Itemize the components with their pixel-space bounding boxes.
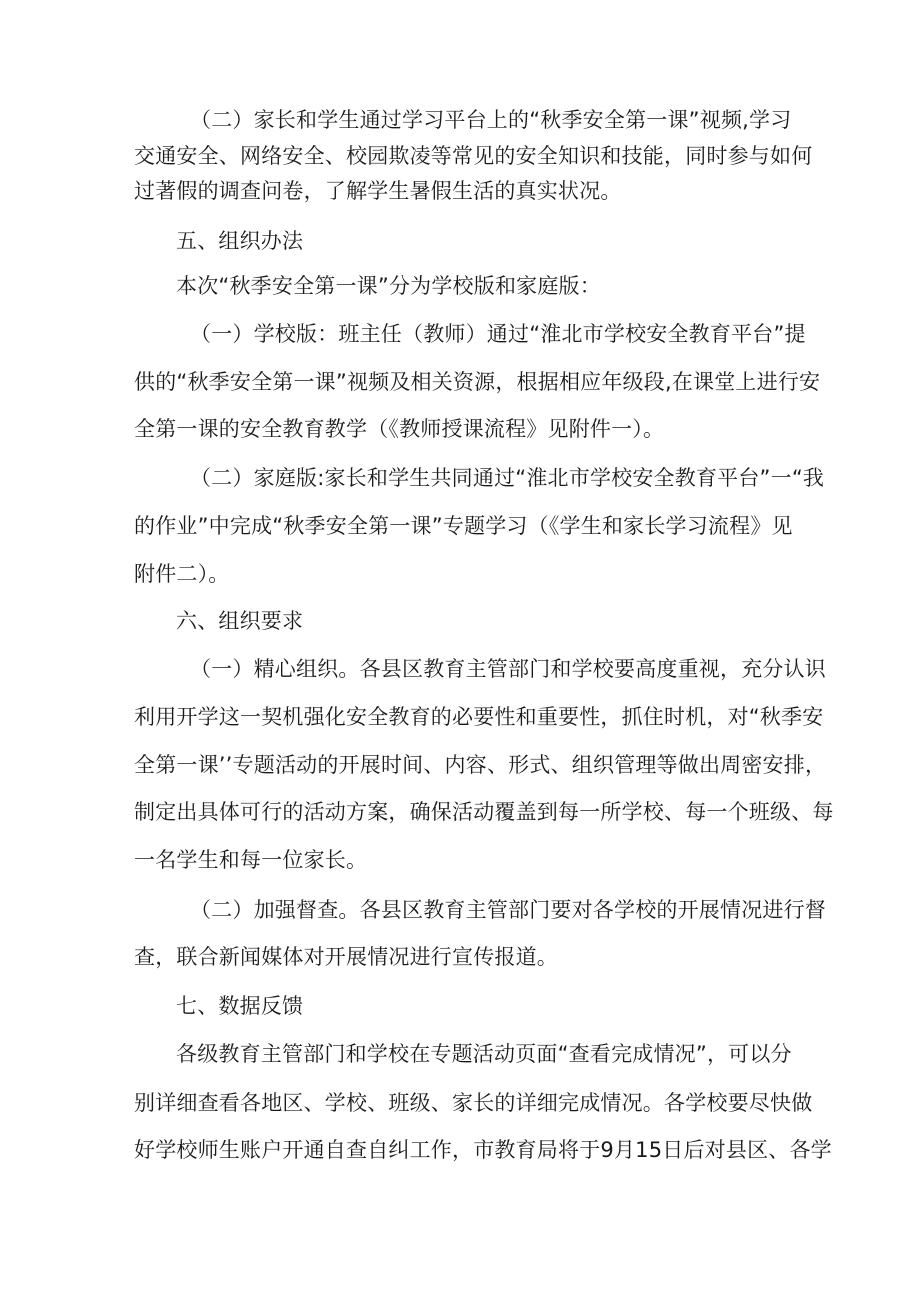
paragraph-line: 的作业”中完成“秋季安全第一课”专题学习（《学生和家长学习流程》见 [134, 514, 793, 538]
paragraph-line: 一名学生和每一位家长。 [134, 848, 368, 872]
paragraph-line: 本次“秋季安全第一课”分为学校版和家庭版： [176, 274, 601, 298]
paragraph-line: 制定出具体可行的活动方案，确保活动覆盖到每一所学校、每一个班级、每 [134, 800, 834, 824]
section-heading: 七、数据反馈 [176, 994, 304, 1018]
paragraph-line: （一）精心组织。各县区教育主管部门和学校要高度重视，充分认识 [190, 657, 826, 681]
paragraph-line: 供的“秋季安全第一课”视频及相关资源，根据相应年级段,在课堂上进行安 [134, 370, 821, 394]
paragraph-line: 过著假的调查问卷，了解学生暑假生活的真实状况。 [134, 179, 622, 203]
paragraph-line: （一）学校版：班主任（教师）通过“淮北市学校安全教育平台”提 [190, 322, 806, 346]
paragraph-line: （二）加强督查。各县区教育主管部门要对各学校的开展情况进行督 [190, 898, 826, 922]
paragraph-line: （二）家长和学生通过学习平台上的“秋季安全第一课”视频,学习 [190, 108, 792, 132]
paragraph-line: 各级教育主管部门和学校在专题活动页面“查看完成情况”，可以分 [176, 1042, 792, 1066]
section-heading: 六、组织要求 [176, 609, 304, 633]
paragraph-line: 全第一课的安全教育教学（《教师授课流程》见附件一）。 [134, 417, 665, 441]
paragraph-line: 交通安全、网络安全、校园欺凌等常见的安全知识和技能，同时参与如何 [134, 144, 813, 168]
section-heading: 五、组织办法 [176, 229, 304, 253]
paragraph-line: 好学校师生账户开通自查自纠工作，市教育局将于9月15日后对县区、各学 [134, 1138, 832, 1162]
paragraph-line: （二）家庭版:家长和学生共同通过“淮北市学校安全教育平台”一“我 [190, 466, 825, 490]
paragraph-line: 全第一课’’专题活动的开展时间、内容、形式、组织管理等做出周密安排， [134, 753, 827, 777]
paragraph-line: 利用开学这一契机强化安全教育的必要性和重要性，抓住时机，对“秋季安 [134, 705, 824, 729]
paragraph-line: 查，联合新闻媒体对开展情况进行宣传报道。 [134, 945, 558, 969]
paragraph-line: 附件二）。 [134, 562, 230, 586]
paragraph-line: 别详细查看各地区、学校、班级、家长的详细完成情况。各学校要尽快做 [134, 1091, 813, 1115]
